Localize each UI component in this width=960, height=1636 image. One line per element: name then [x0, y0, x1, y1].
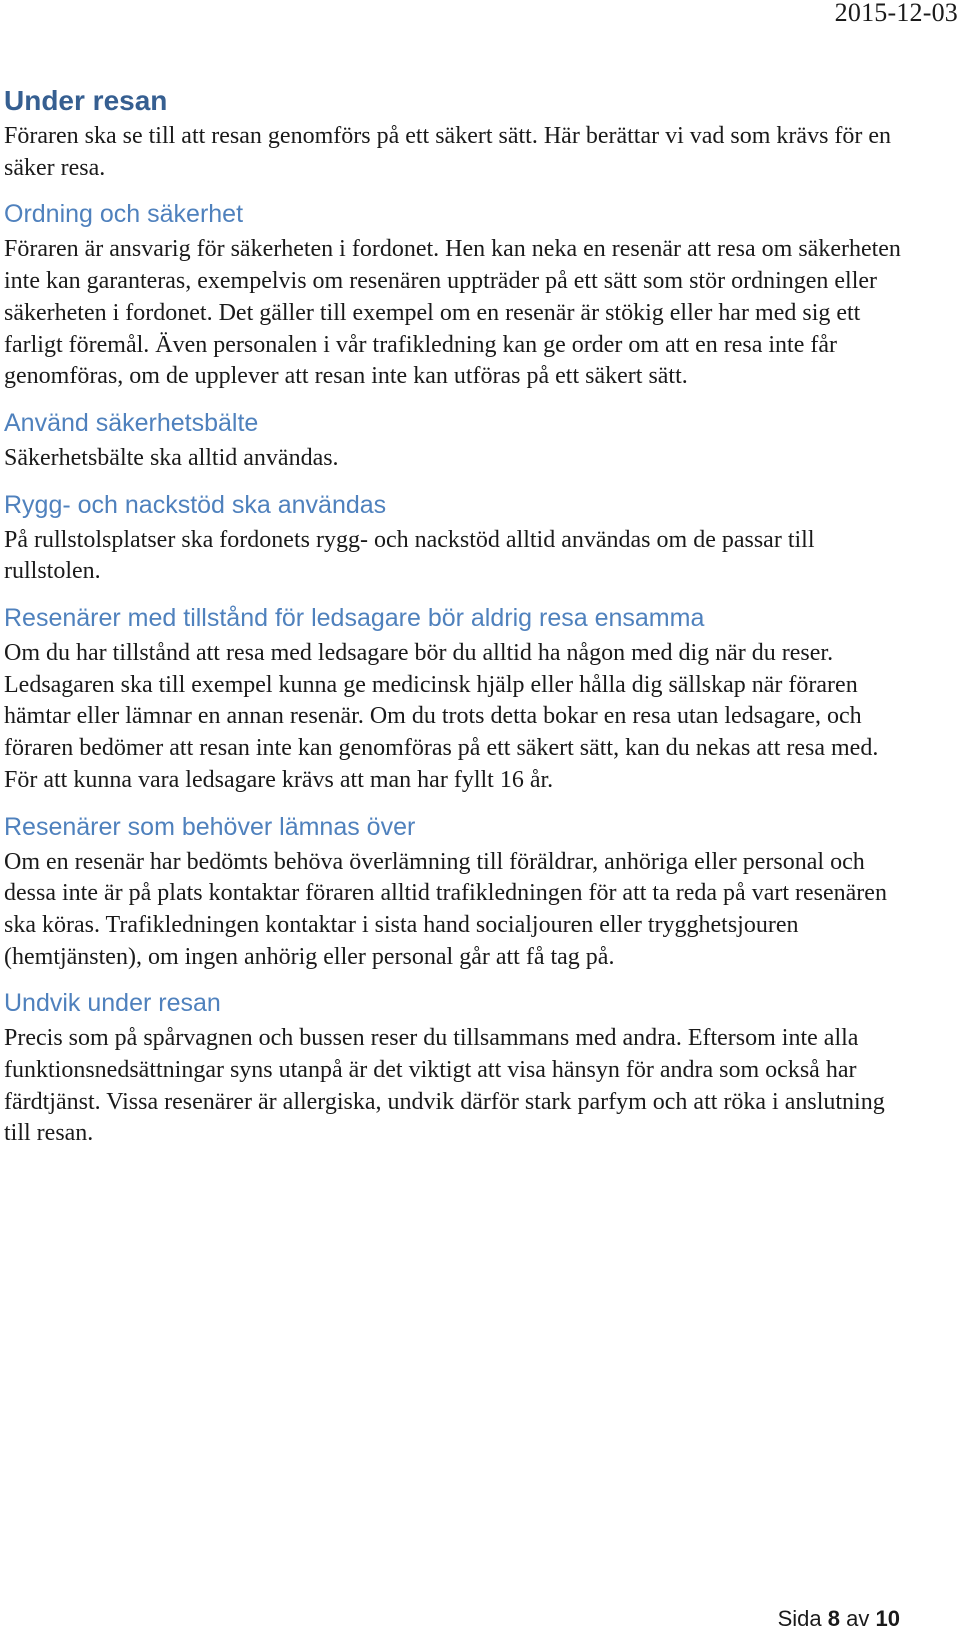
section-rygg-och-nackstod [4, 489, 904, 588]
page-number-current: 8 [827, 1606, 841, 1631]
intro-paragraph: Föraren ska se till att resan genomförs på ett säkert sätt. Här berättar vi vad som krävs för en säker resa. [4, 123, 892, 181]
document-body [4, 84, 904, 1150]
section-anvand-sakerhetsbalte [4, 407, 904, 475]
section-ordning-och-sakerhet [4, 198, 904, 393]
section-ledsagare [4, 602, 904, 797]
page-number-prefix: Sida [777, 1606, 822, 1631]
section-paragraph: På rullstolsplatser ska fordonets rygg- och nackstöd alltid användas om de passar till rullstolen. [4, 526, 815, 585]
section-heading: Rygg- och nackstöd ska användas [4, 490, 387, 519]
section-undvik-under-resan [4, 987, 904, 1150]
section-heading: Undvik under resan [4, 989, 221, 1018]
section-heading: Ordning och säkerhet [4, 200, 244, 229]
page-title: Under resan [4, 85, 168, 116]
page-number-separator: av [846, 1606, 870, 1631]
section-heading: Använd säkerhetsbälte [4, 408, 259, 437]
section-paragraph: Om du har tillstånd att resa med ledsagare bör du alltid ha någon med dig när du reser. Ledsagaren ska till exempel kunna ge medicinsk hjälp eller hålla dig sällskap när föraren hämtar eller lämnar en annan resenär. Om du trots detta bokar en resa utan ledsagare, och föraren bedömer att resan inte kan genomföras på ett säkert sätt, kan du nekas att resa med. För att kunna vara ledsagare krävs att man har fyllt 16 år. [4, 640, 879, 793]
section-paragraph: Om en resenär har bedömts behöva överlämning till föräldrar, anhöriga eller personal och dessa inte är på plats kontaktar föraren alltid trafikledningen för att ta reda på vart resenären ska köras. Trafikledningen kontaktar i sista hand socialjouren eller trygghetsjouren (hemtjänsten), om ingen anhörig eller personal går att få tag på. [4, 848, 887, 970]
section-overlamning [4, 811, 904, 974]
page-number [778, 1606, 900, 1632]
section-heading: Resenärer med tillstånd för ledsagare bör aldrig resa ensamma [4, 604, 705, 633]
header-date: 2015-12-03 [834, 0, 958, 27]
page-number-total: 10 [875, 1606, 900, 1631]
section-heading: Resenärer som behöver lämnas över [4, 812, 416, 841]
section-paragraph: Precis som på spårvagnen och bussen reser du tillsammans med andra. Eftersom inte alla funktionsnedsättningar syns utanpå är det viktigt att visa hänsyn för andra som också har färdtjänst. Vissa resenärer är allergiska, undvik därför stark parfym och att röka i anslutning till resan. [4, 1025, 885, 1147]
section-paragraph: Säkerhetsbälte ska alltid användas. [4, 444, 339, 471]
section-paragraph: Föraren är ansvarig för säkerheten i fordonet. Hen kan neka en resenär att resa om säkerheten inte kan garanteras, exempelvis om resenären uppträder på ett sätt som stör ordningen eller säkerheten i fordonet. Det gäller till exempel om en resenär är stökig eller har med sig ett farligt föremål. Även personalen i vår trafikledning kan ge order om att en resa inte får genomföras, om de upplever att resan inte kan utföras på ett säkert sätt. [4, 236, 901, 390]
